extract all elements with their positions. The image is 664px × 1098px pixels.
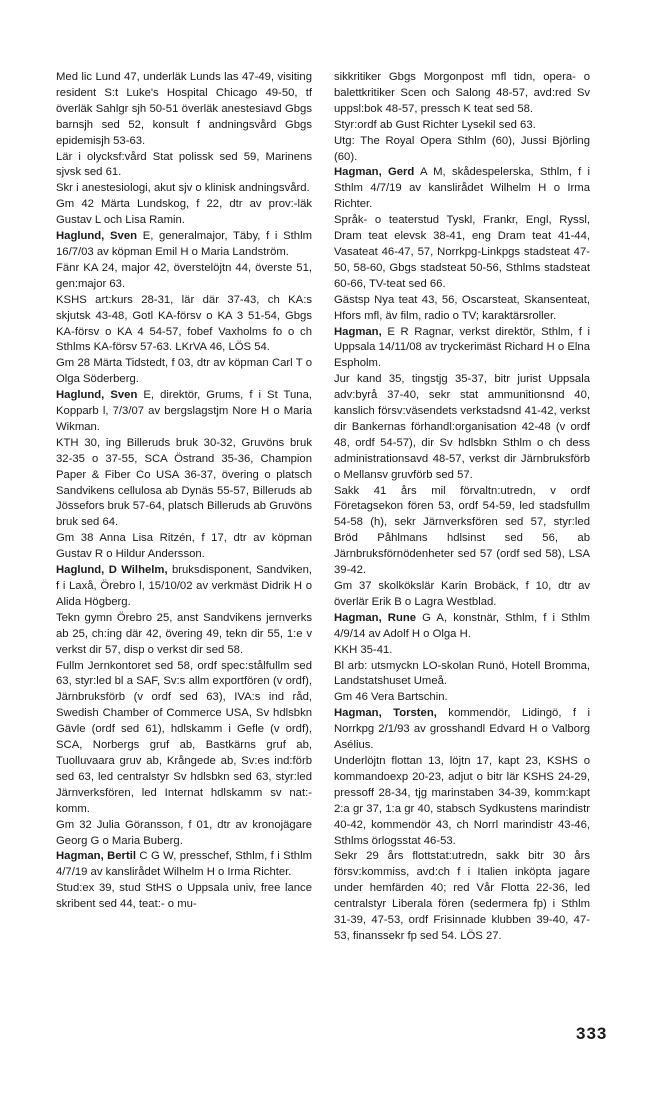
entry-text: G A, konstnär, Sthlm, f i Sthlm 4/9/14 av Adolf H o Olga H. [334, 611, 590, 640]
entry-paragraph: Språk- o teaterstud Tyskl, Frankr, Engl, Ryssl, Dram teat elevsk 38-41, eng Dram teat 41-44, Vasateat 46-47, 57, Norrkpg-Linkpgs stadsteat 47-50, 58-60, Gbgs stadsteat 50-56, Sthlms stadsteat 60-66, TV-teat sed 66. [334, 214, 590, 290]
biography-entry [56, 849, 312, 881]
entry-paragraph: KKH 35-41. [334, 643, 393, 656]
entry-paragraph: Gm 32 Julia Göransson, f 01, dtr av kronojägare Georg G o Maria Buberg. [56, 818, 312, 847]
entry-paragraph: Gm 38 Anna Lisa Ritzén, f 17, dtr av köpman Gustav R o Hildur Andersson. [56, 532, 312, 561]
biography-entry [56, 563, 312, 611]
entry-paragraph: Skr i anestesiologi, akut sjv o klinisk andningsvård. [56, 182, 310, 195]
entry-text: A M, skådespelerska, Sthlm, f i Sthlm 4/7/19 av kanslirådet Wilhelm H o Irma Richter. [334, 166, 591, 211]
entry-text: E R Ragnar, verkst direktör, Sthlm, f i Uppsala 14/11/08 av tryckerimäst Richard H o Elna Espholm. [334, 325, 590, 370]
entry-paragraph: Gm 46 Vera Bartschin. [334, 691, 448, 704]
entry-text: E, direktör, Grums, f i St Tuna, Kopparb l, 7/3/07 av bergslagstjm Nore H o Maria Wikman. [56, 389, 312, 433]
page-number: 333 [576, 1024, 608, 1043]
entry-paragraph: Bl arb: utsmyckn LO-skolan Runö, Hotell Bromma, Landstatshuset Umeå. [334, 659, 590, 688]
biography-entry [334, 611, 590, 643]
entry-paragraph: Fänr KA 24, major 42, överstelöjtn 44, överste 51, gen:major 63. [56, 261, 312, 290]
entry-paragraph: Gm 28 Märta Tidstedt, f 03, dtr av köpman Carl T o Olga Söderberg. [56, 357, 312, 386]
entry-paragraph: KSHS art:kurs 28-31, lär där 37-43, ch KA:s skjutsk 43-48, Gotl KA-försv o KA 3 51-54, Gbgs KA-försv o KA 4 54-57, fobef Vaxholms fo o ch Sthlms KA-försv 57-63. LKrVA 46, LÖS 54. [56, 293, 312, 354]
biography-entry [334, 165, 590, 213]
entry-paragraph: Styr:ordf ab Gust Richter Lysekil sed 63. [334, 118, 536, 131]
entry-paragraph: Fullm Jernkontoret sed 58, ordf spec:stålfullm sed 63, styr:led bl a SAF, Sv:s allm exportfören (v ordf), Järnbruksförb (v ordf sed 63), IVA:s ind råd, Swedish Chamber of Commerce USA, Sv hdlsbkn Gävle (ordf sed 61), hdlskamm i Gefle (v ordf), SCA, Norbergs gruf ab, Bastkärns gruf ab, Tuolluvaara gruv ab, Krångede ab, Sv:es ind:förb sed 63, led centralstyr Sv hdlsbkn sed 63, styr:led Järnverksfören, led Internat hdlskamm sv nat:-komm. [56, 659, 312, 815]
entry-paragraph: Jur kand 35, tingstjg 35-37, bitr jurist Uppsala adv:byrå 37-40, sekr stat ammunitionsnd 40, kanslich försv:väsendets verkstadsnd 41-42, verkst dir Bankernas förhandl:organisation 42-48 (v ordf 48, ordf 54-57), dir Sv hdlsbkn Sthlm o ch dess administrationsavd 48-57, verkst dir Järnbruksförb o Mellansv gruvförb sed 57. [334, 373, 590, 481]
entry-paragraph: Sakk 41 års mil förvaltn:utredn, v ordf Företagsekon fören 53, ordf 54-59, led stadsfullm 54-58 (h), sekr Järnverksfören sed 57, styr:led Bröd Påhlmans hdlsinst sed 56, ab Järnbruksförnödenheter sed 57 (ordf sed 58), LSA 39-42. [334, 484, 590, 577]
entry-paragraph: Lär i olycksf:vård Stat polissk sed 59, Marinens sjvsk sed 61. [56, 150, 312, 179]
entry-paragraph: Med lic Lund 47, underläk Lunds las 47-49, visiting resident S:t Luke's Hospital Chicago 49-50, tf överläk Sahlgr sjh 50-51 överläk anestesiavd Gbgs barnsjh sed 52, konsult f andningsvård Gbgs epidemisjh 53-63. [56, 71, 312, 147]
left-column [56, 70, 312, 913]
biography-entry [56, 388, 312, 436]
entry-paragraph: Tekn gymn Örebro 25, anst Sandvikens jernverks ab 25, ch:ing där 42, övering 49, tekn dir 55, 1:e v verkst dir 57, disp o verkst dir sed 58. [56, 611, 312, 656]
entry-paragraph: Gm 42 Märta Lundskog, f 22, dtr av prov:-läk Gustav L och Lisa Ramin. [56, 198, 312, 227]
right-column [334, 70, 590, 945]
entry-paragraph: Gm 37 skolkökslär Karin Brobäck, f 10, dtr av överlär Erik B o Lagra Westblad. [334, 580, 590, 608]
entry-name: Hagman, [334, 325, 382, 338]
entry-name: Haglund, D Wilhelm, [56, 564, 168, 577]
entry-text: kommendör, Lidingö, f i Norrkpg 2/1/93 av grosshandl Edvard H o Valborg Asélius. [334, 707, 590, 752]
entry-paragraph: KTH 30, ing Billeruds bruk 30-32, Gruvöns bruk 32-35 o 37-55, SCA Östrand 35-36, Champion Paper & Fiber Co USA 36-37, övering o platsch Sandvikens cellulosa ab Dynäs 55-57, Billeruds ab Jössefors bruk 57-64, platsch Billeruds ab Gruvöns bruk sed 64. [56, 436, 312, 529]
entry-paragraph: sikkritiker Gbgs Morgonpost mfl tidn, opera- o balettkritiker Scen och Salong 48-57, avd:red Sv uppsl:bok 48-57, pressch K teat sed 58. [334, 71, 590, 115]
entry-name: Hagman, Gerd [334, 166, 415, 179]
biography-entry [334, 325, 590, 373]
entry-text: bruksdisponent, Sandviken, f i Laxå, Örebro l, 15/10/02 av verkmäst Didrik H o Alida Högberg. [56, 564, 312, 608]
entry-paragraph: Gästsp Nya teat 43, 56, Oscarsteat, Skansenteat, Hfors mfl, äv film, radio o TV; karaktärsroller. [334, 293, 590, 322]
entry-paragraph: Underlöjtn flottan 13, löjtn 17, kapt 23, KSHS o kommandoexp 20-23, adjut o bitr lär KSHS 24-29, pressoff 28-34, tjg marinstaben 34-39, komm:kapt 2:a gr 37, 1:a gr 40, stabsch Sydkustens marindistr 40-42, kommendör 43, ch Norrl marindistr 43-46, Sthlms örlogsstat 46-53. [334, 754, 590, 847]
entry-paragraph: Stud:ex 39, stud StHS o Uppsala univ, free lance skribent sed 44, teat:- o mu- [56, 882, 312, 911]
entry-name: Hagman, Rune [334, 611, 417, 624]
biography-entry [56, 229, 312, 261]
entry-text: E, generalmajor, Täby, f i Sthlm 16/7/03 av köpman Emil H o Maria Landström. [56, 230, 312, 258]
entry-paragraph: Sekr 29 års flottstat:utredn, sakk bitr 30 års försv:kommiss, avd:ch f i Italien inköpta jagare under hemfärden 40; red Vår Flotta 22-36, led centralstyr Liberala fören (sedermera fp) i Sthlm 31-39, 47-53, ordf Frisinnade klubben 39-40, 47-53, finanssekr fp sed 54. LÖS 27. [334, 850, 590, 942]
entry-name: Hagman, Bertil [56, 850, 136, 863]
biography-entry [334, 706, 590, 754]
entry-name: Haglund, Sven [56, 389, 138, 402]
entry-text: C G W, presschef, Sthlm, f i Sthlm 4/7/19 av kanslirådet Wilhelm H o Irma Richter. [56, 850, 312, 879]
entry-paragraph: Utg: The Royal Opera Sthlm (60), Jussi Björling (60). [334, 134, 590, 163]
entry-name: Hagman, Torsten, [334, 707, 437, 720]
entry-name: Haglund, Sven [56, 230, 138, 243]
